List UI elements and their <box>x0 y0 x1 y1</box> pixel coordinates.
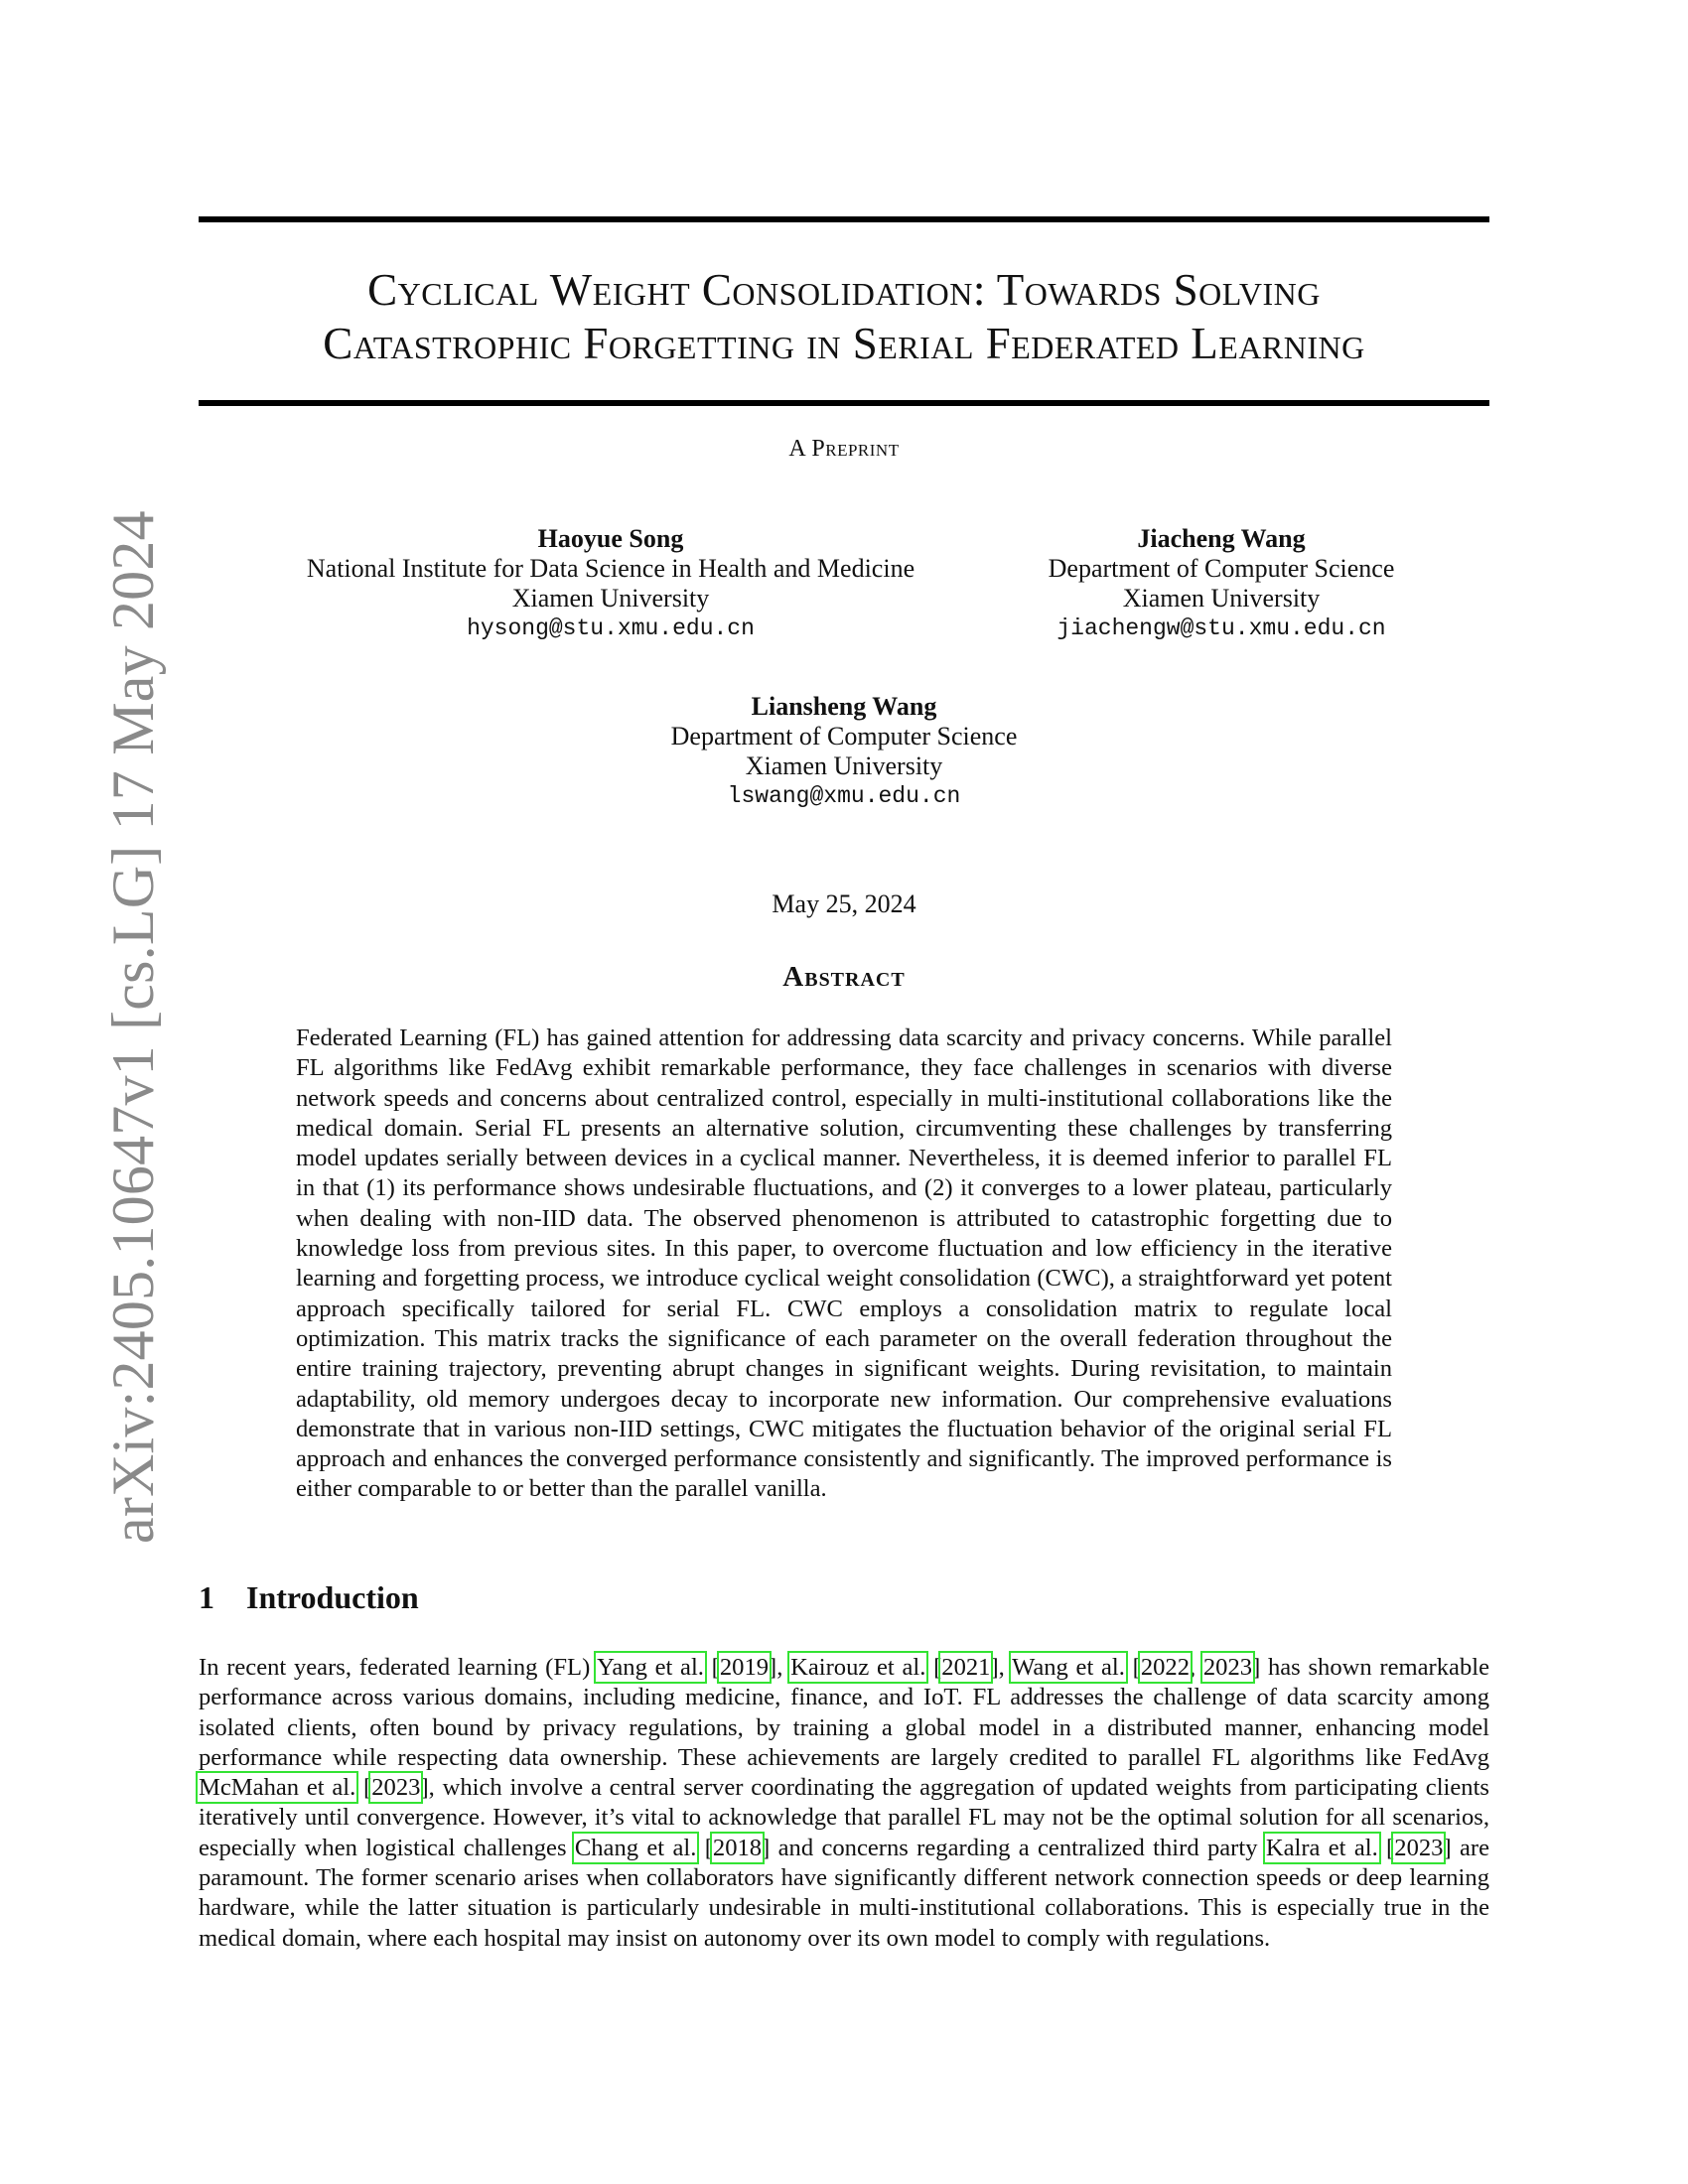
intro-text: and concerns regarding a centralized third party <box>770 1834 1266 1861</box>
citation-link[interactable]: McMahan et al. <box>199 1774 356 1802</box>
title-top-rule <box>199 216 1489 222</box>
title-line-1: Cyclical Weight Consolidation: Towards Solving <box>367 265 1321 315</box>
section-title: Introduction <box>246 1579 419 1615</box>
author-institution: Xiamen University <box>745 751 943 780</box>
author-block <box>596 692 1092 811</box>
intro-text: In recent years, federated learning (FL) <box>199 1654 598 1681</box>
intro-text: , which involve a central server coordinating the aggregation of updated weights from participating clients iteratively until convergence. However, it’s vital to acknowledge that parallel FL may not be the optimal solution for all scenarios, especially when logistical challenges <box>199 1774 1489 1861</box>
intro-text: , <box>776 1654 791 1681</box>
citation-link[interactable]: Chang et al. <box>574 1834 697 1861</box>
author-email[interactable]: hysong@stu.xmu.edu.cn <box>467 615 755 641</box>
citation-year-link[interactable]: 2023 <box>1202 1654 1253 1681</box>
citation-year-link[interactable]: 2018 <box>712 1834 763 1861</box>
author-name: Liansheng Wang <box>751 692 937 721</box>
author-email[interactable]: jiachengw@stu.xmu.edu.cn <box>1056 615 1386 641</box>
section-number: 1 <box>199 1579 214 1615</box>
preprint-label: A Preprint <box>788 436 900 462</box>
intro-text: , <box>998 1654 1013 1681</box>
citation-link[interactable]: Kairouz et al. <box>790 1654 926 1681</box>
citation-year-link[interactable]: 2019 <box>719 1654 770 1681</box>
citation-link[interactable]: Kalra et al. <box>1265 1834 1378 1861</box>
title-line-2: Catastrophic Forgetting in Serial Federated Learning <box>323 319 1365 368</box>
introduction-paragraph: In recent years, federated learning (FL) Yang et al. [2019], Kairouz et al. [2021], Wang et al. [2022, 2023] has shown remarkable performance across various domains, including medicine, finance, and IoT. FL addresses the challenge of data scarcity among isolated clients, often bound by privacy regulations, by training a global model in a distributed manner, enhancing model performance while respecting data ownership. These achievements are largely credited to parallel FL algorithms like FedAvg McMahan et al. [2023], which involve a central server coordinating the aggregation of updated weights from participating clients iteratively until convergence. However, it’s vital to acknowledge that parallel FL may not be the optimal solution for all scenarios, especially when logistical challenges Chang et al. [2018] and concerns regarding a centralized third party Kalra et al. [2023] are paramount. The former scenario arises when collaborators have significantly different network connection speeds or deep learning hardware, while the latter situation is particularly undesirable in multi-institutional collaborations. This is especially true in the medical domain, where each hospital may insist on autonomy over its own model to comply with regulations. <box>199 1654 1490 1952</box>
citation-link[interactable]: Yang et al. <box>597 1654 704 1681</box>
author-block <box>1003 524 1440 643</box>
author-affiliation: National Institute for Data Science in Health and Medicine <box>306 554 915 583</box>
citation-year-link[interactable]: 2021 <box>941 1654 991 1681</box>
author-email[interactable]: lswang@xmu.edu.cn <box>727 783 961 809</box>
author-affiliation: Department of Computer Science <box>670 722 1018 751</box>
citation-year-link[interactable]: 2023 <box>371 1774 421 1802</box>
author-name: Jiacheng Wang <box>1137 524 1306 553</box>
citation-year-link[interactable]: 2022 <box>1140 1654 1191 1681</box>
citation-link[interactable]: Wang et al. <box>1012 1654 1125 1681</box>
author-block <box>258 524 963 643</box>
citation-year-link[interactable]: 2023 <box>1394 1834 1444 1861</box>
author-affiliation: Department of Computer Science <box>1048 554 1395 583</box>
author-institution: Xiamen University <box>1122 584 1321 613</box>
arxiv-identifier-stamp: arXiv:2405.10647v1 [cs.LG] 17 May 2024 <box>100 510 166 1544</box>
paper-title <box>199 263 1489 370</box>
publication-date: May 25, 2024 <box>772 889 916 918</box>
abstract-text: Federated Learning (FL) has gained attention for addressing data scarcity and privacy concerns. While parallel FL algorithms like FedAvg exhibit remarkable performance, they face challenges in scenarios with diverse network speeds and concerns about centralized control, especially in multi-institutional collaborations like the medical domain. Serial FL presents an alternative solution, circumventing these challenges by transferring model updates serially between devices in a cyclical manner. Nevertheless, it is deemed inferior to parallel FL in that (1) its performance shows undesirable fluctuations, and (2) it converges to a lower plateau, particularly when dealing with non-IID data. The observed phenomenon is attributed to catastrophic forgetting due to knowledge loss from previous sites. In this paper, to overcome fluctuation and low efficiency in the iterative learning and forgetting process, we introduce cyclical weight consolidation (CWC), a straightforward yet potent approach specifically tailored for serial FL. CWC employs a consolidation matrix to regulate local optimization. This matrix tracks the significance of each parameter on the overall federation throughout the entire training trajectory, preventing abrupt changes in significant weights. During revisitation, to maintain adaptability, old memory undergoes decay to incorporate new information. Our comprehensive evaluations demonstrate that in various non-IID settings, CWC mitigates the fluctuation behavior of the original serial FL approach and enhances the converged performance consistently and significantly. The improved performance is either comparable to or better than the parallel vanilla. <box>296 1024 1392 1503</box>
section-heading <box>199 1579 419 1616</box>
intro-text: has shown remarkable performance across various domains, including medicine, finance, and IoT. FL addresses the challenge of data scarcity among isolated clients, often bound by privacy regulations, by training a global model in a distributed manner, enhancing model performance while respecting data ownership. These achievements are largely credited to parallel FL algorithms like FedAvg <box>199 1654 1489 1771</box>
author-institution: Xiamen University <box>511 584 710 613</box>
abstract-heading: Abstract <box>782 961 906 993</box>
author-name: Haoyue Song <box>537 524 684 553</box>
intro-text: are paramount. The former scenario arises when collaborators have significantly different network connection speeds or deep learning hardware, while the latter situation is particularly undesirable in multi-institutional collaborations. This is especially true in the medical domain, where each hospital may insist on autonomy over its own model to comply with regulations. <box>199 1834 1490 1952</box>
title-bottom-rule <box>199 400 1489 406</box>
